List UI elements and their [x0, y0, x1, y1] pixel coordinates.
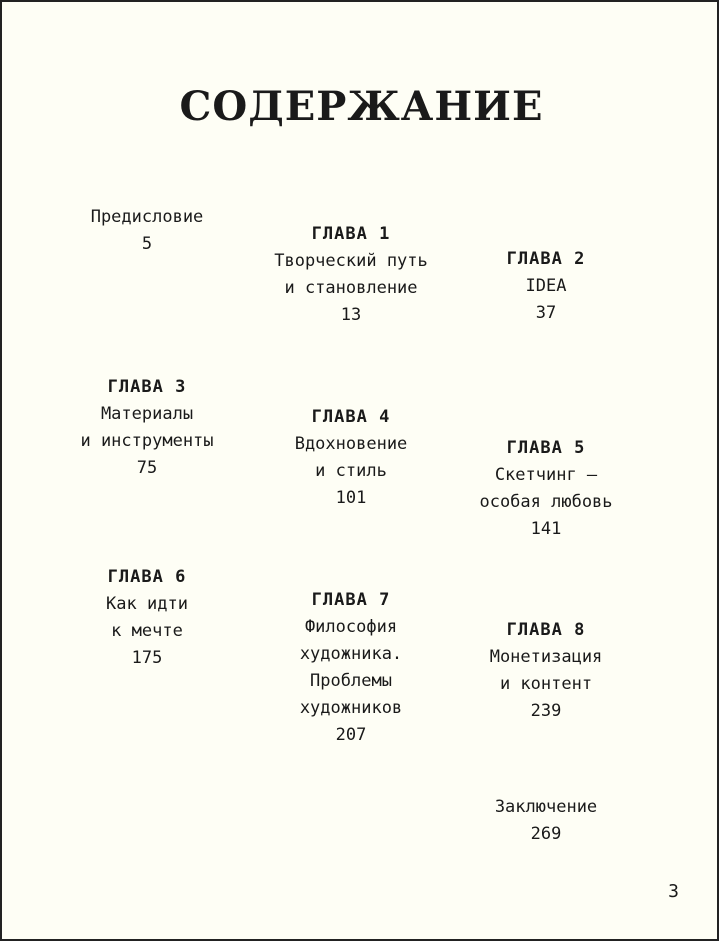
entry-page: 5 [141, 234, 153, 254]
entry-title-line: и инструменты [80, 431, 214, 451]
entry-page: 37 [535, 303, 557, 323]
entry-title-line: к мечте [111, 621, 183, 641]
chapter-label: ГЛАВА 4 [311, 407, 391, 427]
chapter-label: ГЛАВА 3 [107, 377, 187, 397]
entry-page: 75 [136, 458, 158, 478]
chapter-label: ГЛАВА 6 [107, 567, 187, 587]
entry-title-line: художника. [299, 644, 403, 664]
entry-page: 101 [335, 488, 367, 508]
chapter-label: ГЛАВА 7 [311, 590, 391, 610]
chapter-label: ГЛАВА 1 [311, 224, 391, 244]
entry-title-line: Вдохновение [294, 434, 408, 454]
entry-page: 269 [530, 824, 562, 844]
entry-title-line: Творческий путь [274, 251, 428, 271]
page-title: СОДЕРЖАНИЕ [179, 83, 544, 130]
entry-page: 239 [530, 701, 562, 721]
toc-entry-conclusion [416, 794, 676, 848]
entry-title-line: Философия [304, 617, 398, 637]
page-number: 3 [668, 881, 679, 902]
entry-title-line: и становление [284, 278, 418, 298]
entry-title-line: Монетизация [489, 647, 603, 667]
entry-page: 13 [340, 305, 362, 325]
entry-title-line: особая любовь [479, 492, 613, 512]
entry-title: Заключение [494, 797, 598, 817]
chapter-label: ГЛАВА 2 [506, 249, 586, 269]
entry-page: 207 [335, 725, 367, 745]
entry-title-line: Материалы [100, 404, 194, 424]
entry-page: 175 [131, 648, 163, 668]
toc-entry-chapter-2 [416, 246, 676, 327]
chapter-label: ГЛАВА 8 [506, 620, 586, 640]
entry-title-line: и стиль [315, 461, 387, 481]
toc-entry-chapter-5 [416, 435, 676, 543]
toc-entry-chapter-8 [416, 617, 676, 725]
entry-title-line: Как идти [106, 594, 188, 614]
entry-title: Предисловие [90, 207, 204, 227]
entry-page: 141 [530, 519, 562, 539]
entry-title-line: Проблемы [310, 671, 392, 691]
entry-title-line: художников [299, 698, 403, 718]
entry-title-line: Скетчинг — [494, 465, 598, 485]
entry-title-line: IDEA [525, 276, 567, 296]
entry-title-line: и контент [499, 674, 593, 694]
chapter-label: ГЛАВА 5 [506, 438, 586, 458]
